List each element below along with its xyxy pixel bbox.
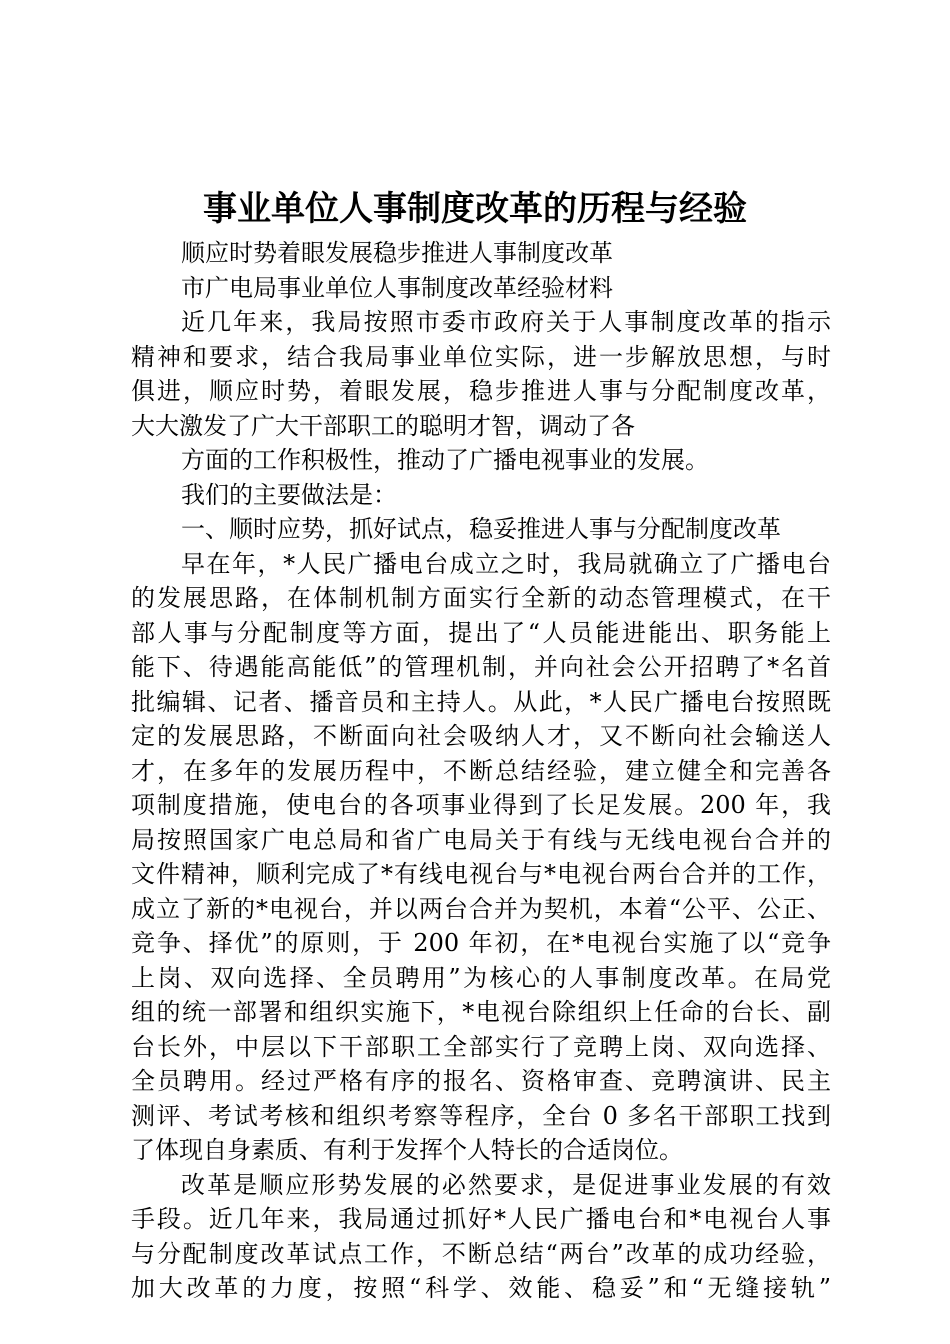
paragraph-line: 定的发展思路，不断面向社会吸纳人才，又不断向社会输送人 (131, 722, 831, 750)
paragraph-line: 我们的主要做法是： (181, 480, 397, 509)
paragraph-line: 部人事与分配制度等方面，提出了“人员能进能出、职务能上 (131, 618, 831, 647)
paragraph-line: 测评、考试考核和组织考察等程序，全台 0 多名干部职工找到 (131, 1101, 831, 1130)
paragraph-line: 了体现自身素质、有利于发挥个人特长的合适岗位。 (131, 1136, 683, 1164)
paragraph-line: 局按照国家广电总局和省广电局关于有线与无线电视台合并的 (131, 825, 831, 854)
paragraph-line: 的发展思路，在体制机制方面实行全新的动态管理模式，在干 (131, 584, 831, 612)
paragraph-line: 俱进，顺应时势，着眼发展，稳步推进人事与分配制度改革， (131, 377, 831, 405)
paragraph-line: 全员聘用。经过严格有序的报名、资格审查、竞聘演讲、民主 (131, 1067, 831, 1095)
paragraph-line: 才，在多年的发展历程中，不断总结经验，建立健全和完善各 (131, 756, 831, 785)
paragraph-line: 顺应时势着眼发展稳步推进人事制度改革 (181, 239, 613, 267)
paragraph-line: 改革是顺应形势发展的必然要求，是促进事业发展的有效 (181, 1170, 831, 1199)
paragraph-line: 组的统一部署和组织实施下，*电视台除组织上任命的台长、副 (131, 998, 831, 1026)
paragraph-line: 文件精神，顺利完成了*有线电视台与*电视台两台合并的工作， (131, 860, 831, 888)
paragraph-line: 项制度措施，使电台的各项事业得到了长足发展。200 年，我 (131, 791, 831, 819)
document-body (131, 236, 831, 1306)
paragraph-line: 方面的工作积极性，推动了广播电视事业的发展。 (181, 446, 709, 474)
paragraph-line: 近几年来，我局按照市委市政府关于人事制度改革的指示 (181, 308, 831, 336)
paragraph-line: 早在年，*人民广播电台成立之时，我局就确立了广播电台 (181, 549, 831, 578)
paragraph-line: 能下、待遇能高能低”的管理机制，并向社会公开招聘了*名首 (131, 653, 831, 681)
paragraph-line: 手段。近几年来，我局通过抓好*人民广播电台和*电视台人事 (131, 1205, 831, 1233)
paragraph-line: 与分配制度改革试点工作，不断总结“两台”改革的成功经验， (131, 1239, 831, 1268)
paragraph-line: 一、顺时应势，抓好试点，稳妥推进人事与分配制度改革 (181, 515, 781, 543)
paragraph-line: 竞争、择优”的原则，于 200 年初，在*电视台实施了以“竞争 (131, 929, 831, 957)
document-title: 事业单位人事制度改革的历程与经验 (203, 189, 747, 229)
paragraph-line: 成立了新的*电视台，并以两台合并为契机，本着“公平、公正、 (131, 894, 831, 923)
paragraph-line: 台长外，中层以下干部职工全部实行了竞聘上岗、双向选择、 (131, 1032, 831, 1061)
paragraph-line: 大大激发了广大干部职工的聪明才智，调动了各 (131, 411, 635, 440)
paragraph-line: 加大改革的力度，按照“科学、效能、稳妥”和“无缝接轨” (131, 1274, 831, 1302)
paragraph-line: 上岗、双向选择、全员聘用”为核心的人事制度改革。在局党 (131, 963, 831, 992)
paragraph-line: 市广电局事业单位人事制度改革经验材料 (181, 273, 613, 302)
paragraph-line: 精神和要求，结合我局事业单位实际，进一步解放思想，与时 (131, 342, 831, 371)
paragraph-line: 批编辑、记者、播音员和主持人。从此，*人民广播电台按照既 (131, 687, 831, 716)
